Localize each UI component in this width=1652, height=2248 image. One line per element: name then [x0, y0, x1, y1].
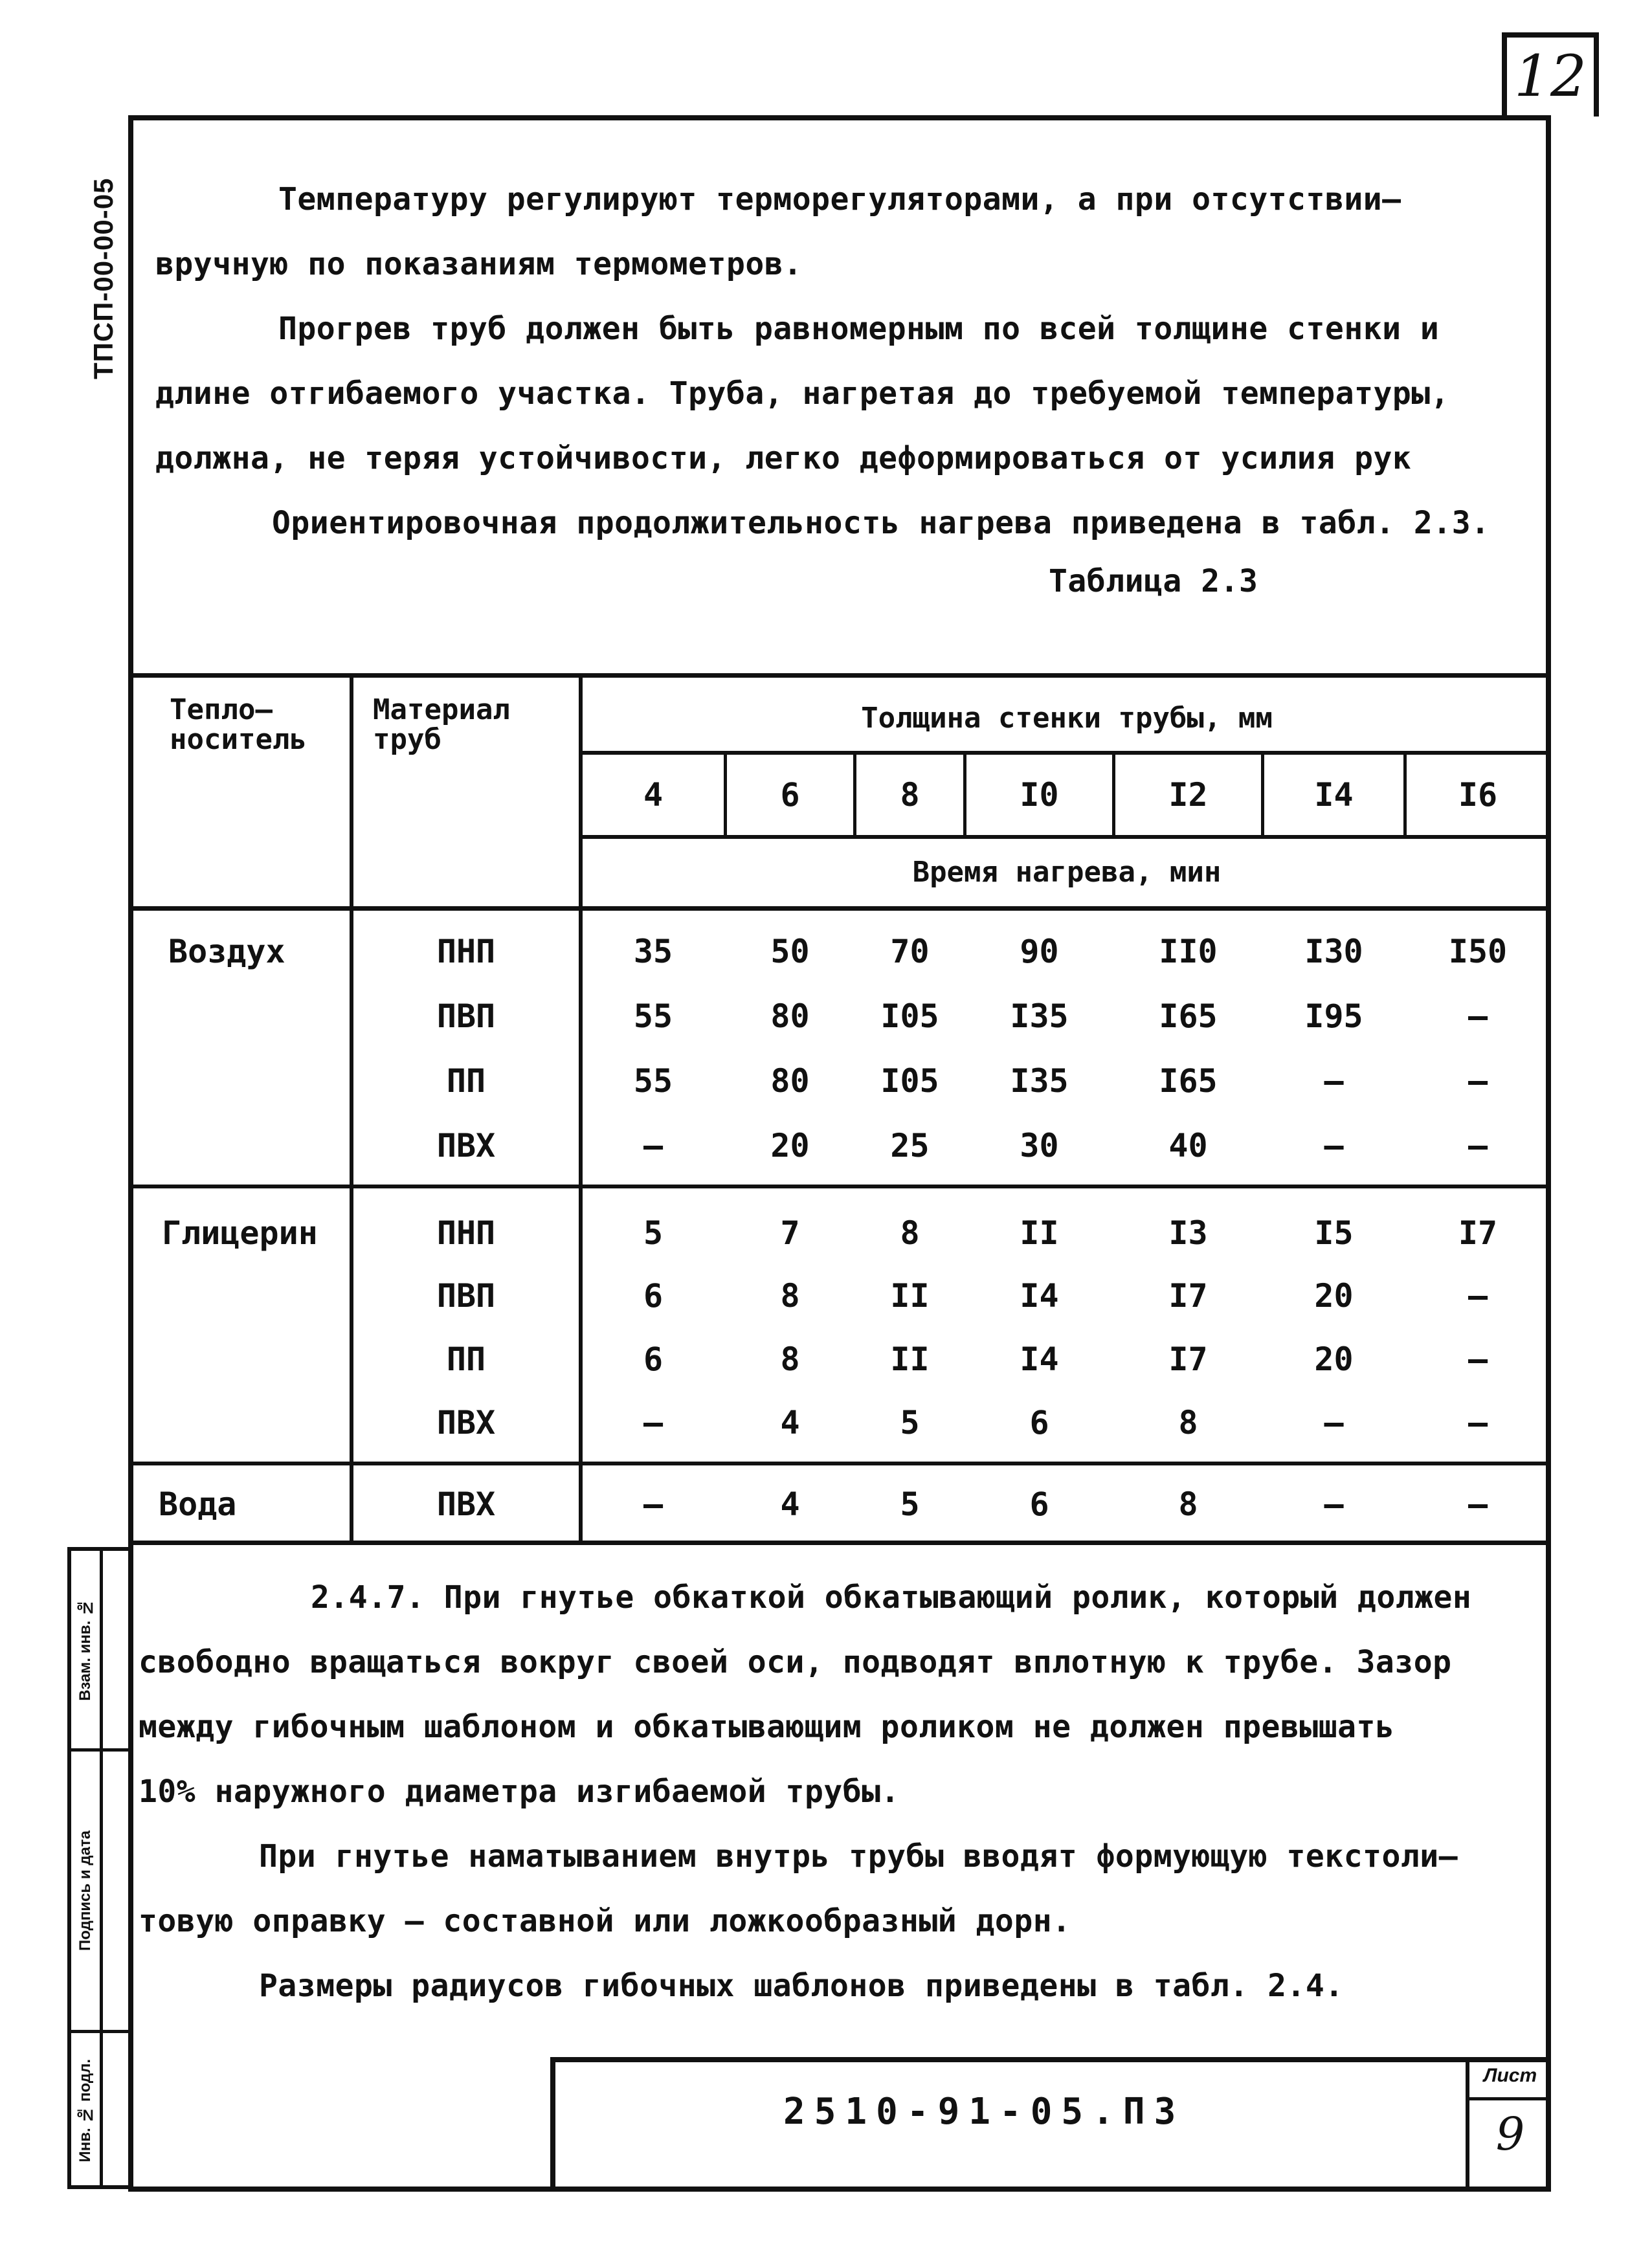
value-cell: – — [1468, 1062, 1488, 1100]
value-cell: II — [1020, 1214, 1059, 1252]
table-bottom-border — [128, 1541, 1551, 1545]
value-cell: 40 — [1168, 1127, 1208, 1164]
carrier-water: Вода — [159, 1486, 237, 1523]
after-line-5: При гнутье наматыванием внутрь трубы вводят формующую текстоли– — [259, 1838, 1458, 1875]
value-cell: – — [1324, 1404, 1344, 1441]
table-header-bottom — [128, 906, 1551, 911]
value-cell: I30 — [1304, 933, 1363, 970]
document-code: 2510-91-05.ПЗ — [783, 2091, 1185, 2133]
value-cell: I50 — [1448, 933, 1508, 970]
value-cell: – — [1324, 1486, 1344, 1523]
after-line-1: 2.4.7. При гнутье обкаткой обкатывающий ролик, который должен — [311, 1579, 1472, 1616]
left-stamp — [67, 1547, 128, 2189]
value-cell: 8 — [1178, 1404, 1198, 1441]
value-cell: – — [1468, 1404, 1488, 1441]
value-cell: 6 — [643, 1277, 664, 1315]
value-cell: 8 — [780, 1341, 800, 1378]
thickness-col-1: 4 — [643, 776, 664, 814]
value-cell: – — [1468, 997, 1488, 1035]
thickness-col-7: I6 — [1458, 776, 1498, 814]
material-cell: ПВХ — [436, 1404, 496, 1441]
value-cell: I65 — [1159, 997, 1218, 1035]
value-cell: 80 — [770, 1062, 810, 1100]
carrier-glycerin: Глицерин — [162, 1214, 318, 1252]
value-cell: 6 — [643, 1341, 664, 1378]
thickness-col-5: I2 — [1168, 776, 1208, 814]
value-cell: 5 — [900, 1486, 920, 1523]
value-cell: – — [1468, 1277, 1488, 1315]
header-material: Материал труб — [373, 693, 510, 756]
stamp-seg-replace — [71, 1551, 100, 1748]
value-cell: I7 — [1168, 1341, 1208, 1378]
intro-line-4: длине отгибаемого участка. Труба, нагретая до требуемой температуры, — [155, 375, 1450, 412]
sheet-label: Лист — [1483, 2065, 1537, 2086]
stamp-label-inv: Инв. № подл. — [76, 2059, 94, 2163]
thickness-col-6: I4 — [1314, 776, 1354, 814]
table-caption: Таблица 2.3 — [1049, 563, 1258, 599]
value-cell: I7 — [1168, 1277, 1208, 1315]
value-cell: I05 — [880, 1062, 939, 1100]
table-top-border — [128, 673, 1551, 678]
material-cell: ПВХ — [436, 1486, 496, 1523]
material-cell: ПВП — [436, 1277, 496, 1315]
side-code: ТПСП-00-00-05 — [88, 177, 118, 379]
value-cell: – — [643, 1404, 664, 1441]
material-cell: ПНП — [436, 1214, 496, 1252]
material-cell: ПНП — [436, 933, 496, 970]
after-line-2: свободно вращаться вокруг своей оси, подводят вплотную к трубе. Зазор — [139, 1644, 1452, 1680]
after-line-4: 10% наружного диаметра изгибаемой трубы. — [139, 1774, 900, 1810]
sheet-number-box — [1466, 2057, 1551, 2192]
value-cell: I35 — [1010, 997, 1069, 1035]
value-cell: I4 — [1020, 1341, 1059, 1378]
value-cell: 70 — [890, 933, 930, 970]
value-cell: 50 — [770, 933, 810, 970]
value-cell: 30 — [1020, 1127, 1059, 1164]
table-group-divider — [128, 1462, 1551, 1465]
after-line-6: товую оправку – составной или ложкообразный дорн. — [139, 1903, 1071, 1939]
value-cell: – — [1468, 1127, 1488, 1164]
value-cell: 8 — [900, 1214, 920, 1252]
carrier-air: Воздух — [168, 933, 285, 970]
sheet-corner-number: 12 — [1514, 43, 1587, 109]
value-cell: 25 — [890, 1127, 930, 1164]
value-cell: – — [1324, 1062, 1344, 1100]
stamp-divider — [100, 1551, 103, 2185]
value-cell: I7 — [1458, 1214, 1498, 1252]
value-cell: I65 — [1159, 1062, 1218, 1100]
header-thickness: Толщина стенки трубы, мм — [861, 702, 1273, 735]
value-cell: 55 — [633, 1062, 673, 1100]
value-cell: 20 — [770, 1127, 810, 1164]
stamp-label-sign: Подпись и дата — [76, 1831, 94, 1951]
material-cell: ПП — [446, 1062, 486, 1100]
value-cell: II0 — [1159, 933, 1218, 970]
value-cell: 55 — [633, 997, 673, 1035]
value-cell: – — [1468, 1486, 1488, 1523]
header-carrier: Тепло– носитель — [170, 693, 307, 756]
value-cell: – — [643, 1486, 664, 1523]
after-line-3: между гибочным шаблоном и обкатывающим роликом не должен превышать — [139, 1709, 1395, 1745]
value-cell: – — [1468, 1341, 1488, 1378]
value-cell: 8 — [1178, 1486, 1198, 1523]
table-group-divider — [128, 1185, 1551, 1188]
value-cell: II — [890, 1341, 930, 1378]
stamp-seg-sign — [71, 1752, 100, 2030]
value-cell: 20 — [1314, 1341, 1354, 1378]
intro-line-2: вручную по показаниям термометров. — [155, 246, 803, 282]
intro-line-5: должна, не теряя устойчивости, легко деформироваться от усилия рук — [155, 440, 1412, 476]
after-line-7: Размеры радиусов гибочных шаблонов приведены в табл. 2.4. — [259, 1968, 1344, 2004]
intro-line-3: Прогрев труб должен быть равномерным по всей толщине стенки и — [278, 311, 1440, 347]
thickness-col-3: 8 — [900, 776, 920, 814]
intro-line-6: Ориентировочная продолжительность нагрева приведена в табл. 2.3. — [272, 505, 1490, 541]
value-cell: 35 — [633, 933, 673, 970]
thickness-col-4: I0 — [1020, 776, 1059, 814]
value-cell: 20 — [1314, 1277, 1354, 1315]
value-cell: 5 — [643, 1214, 664, 1252]
header-time: Время нагрева, мин — [912, 856, 1222, 889]
thickness-col-2: 6 — [780, 776, 800, 814]
sheet-box-divider — [1469, 2097, 1551, 2100]
value-cell: I5 — [1314, 1214, 1354, 1252]
value-cell: – — [1324, 1127, 1344, 1164]
value-cell: 7 — [780, 1214, 800, 1252]
value-cell: 80 — [770, 997, 810, 1035]
material-cell: ПВХ — [436, 1127, 496, 1164]
value-cell: 6 — [1029, 1486, 1049, 1523]
stamp-seg-inv — [71, 2033, 100, 2188]
value-cell: 5 — [900, 1404, 920, 1441]
material-cell: ПВП — [436, 997, 496, 1035]
value-cell: II — [890, 1277, 930, 1315]
sheet-corner-box — [1502, 32, 1599, 117]
value-cell: 90 — [1020, 933, 1059, 970]
value-cell: I05 — [880, 997, 939, 1035]
value-cell: – — [643, 1127, 664, 1164]
value-cell: I95 — [1304, 997, 1363, 1035]
value-cell: I4 — [1020, 1277, 1059, 1315]
value-cell: 4 — [780, 1486, 800, 1523]
value-cell: I35 — [1010, 1062, 1069, 1100]
value-cell: 4 — [780, 1404, 800, 1441]
material-cell: ПП — [446, 1341, 486, 1378]
value-cell: 6 — [1029, 1404, 1049, 1441]
stamp-label-replace: Взам. инв. № — [76, 1598, 94, 1701]
sheet-number: 9 — [1495, 2108, 1525, 2161]
intro-line-1: Температуру регулируют терморегуляторами, а при отсутствии– — [278, 181, 1401, 217]
value-cell: I3 — [1168, 1214, 1208, 1252]
value-cell: 8 — [780, 1277, 800, 1315]
